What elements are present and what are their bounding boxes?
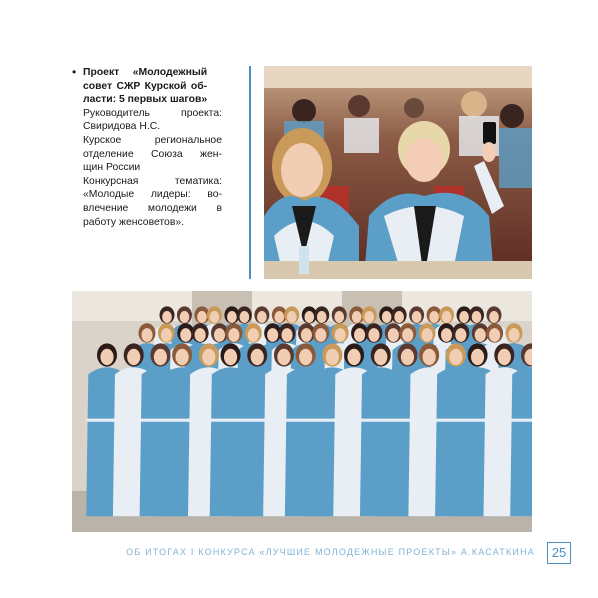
photo-group — [72, 291, 532, 532]
project-description — [72, 66, 222, 229]
detail-line: щин России — [83, 162, 141, 174]
detail-line: «Молодые лидеры: во- — [83, 189, 222, 201]
bullet-marker: • — [72, 65, 77, 79]
photo-conference-hall — [264, 66, 532, 279]
detail-line: отделение Союза жен- — [83, 148, 222, 160]
detail-line: влечение молодежи в — [83, 202, 222, 214]
title-line: ласти: 5 первых шагов» — [83, 94, 208, 106]
project-title-row — [72, 66, 222, 107]
vertical-divider — [249, 66, 251, 279]
page-number: 25 — [547, 542, 571, 564]
detail-line: Курское региональное — [83, 134, 222, 146]
footer-caption: ОБ ИТОГАХ I КОНКУРСА «ЛУЧШИЕ МОЛОДЕЖНЫЕ ПРОЕКТЫ» А.КАСАТКИНА — [126, 547, 535, 557]
title-line: Проект «Молодежный — [83, 67, 208, 78]
detail-line: Конкурсная тематика: — [83, 175, 222, 187]
detail-line: Руководитель проекта: — [83, 107, 222, 119]
detail-line: работу женсоветов». — [83, 216, 185, 228]
project-title — [83, 66, 207, 107]
title-line: совет СЖР Курской об- — [83, 80, 208, 92]
project-details — [83, 107, 222, 229]
detail-line: Свиридова Н.С. — [83, 121, 161, 133]
